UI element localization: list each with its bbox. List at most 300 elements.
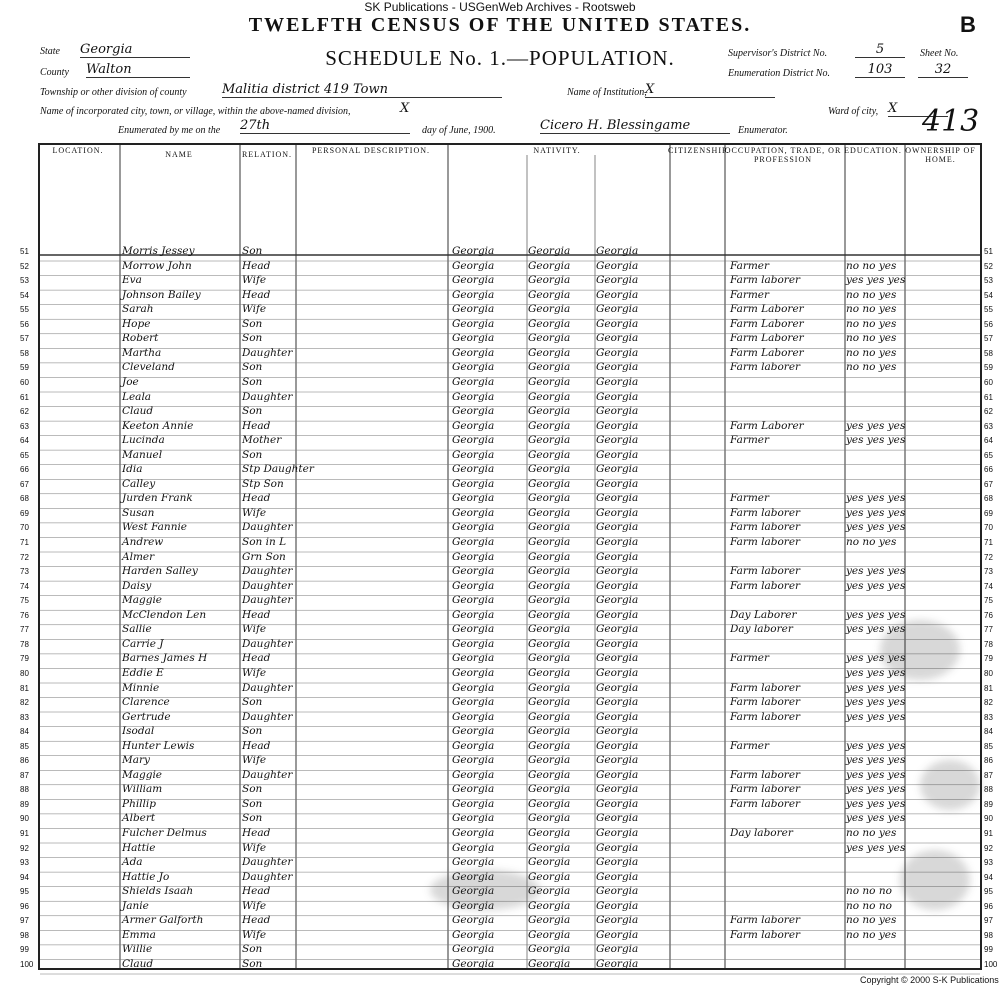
- mother-birthplace: Georgia: [596, 405, 639, 418]
- mother-birthplace: Georgia: [596, 259, 639, 272]
- occupation: Farm Laborer: [730, 332, 804, 345]
- relation: Head: [242, 739, 271, 752]
- relation: Daughter: [242, 681, 293, 694]
- occupation: Farm laborer: [730, 681, 801, 694]
- relation: Son: [242, 797, 263, 810]
- occupation: Farm Laborer: [730, 317, 804, 330]
- father-birthplace: Georgia: [528, 375, 571, 388]
- mother-birthplace: Georgia: [596, 608, 639, 621]
- person-name: Andrew: [122, 536, 164, 548]
- education: yes yes yes: [846, 521, 906, 534]
- row-number: 95: [20, 887, 29, 897]
- birthplace: Georgia: [452, 957, 495, 970]
- education: yes yes yes: [846, 739, 906, 752]
- mother-birthplace: Georgia: [596, 928, 639, 941]
- county-label: County: [40, 67, 69, 78]
- mother-birthplace: Georgia: [596, 317, 639, 330]
- mother-birthplace: Georgia: [596, 725, 639, 738]
- supervisor-value: 5: [855, 42, 905, 58]
- relation: Mother: [242, 434, 282, 447]
- occupation: Farm laborer: [730, 521, 801, 534]
- relation: Son: [242, 696, 263, 709]
- row-number: 80: [984, 668, 993, 678]
- person-name: Idia: [122, 463, 143, 476]
- birthplace: Georgia: [452, 448, 495, 461]
- birthplace: Georgia: [452, 594, 495, 607]
- father-birthplace: Georgia: [528, 332, 571, 345]
- birthplace: Georgia: [452, 827, 495, 839]
- education: yes yes yes: [846, 797, 906, 810]
- row-number: 68: [984, 494, 993, 504]
- mother-birthplace: Georgia: [596, 637, 639, 650]
- relation: Son: [242, 361, 263, 374]
- birthplace: Georgia: [452, 623, 495, 636]
- census-title: TWELFTH CENSUS OF THE UNITED STATES.: [248, 14, 752, 36]
- relation: Wife: [242, 506, 267, 519]
- person-name: Armer Galforth: [122, 914, 204, 927]
- row-number: 89: [984, 799, 993, 809]
- header-location: LOCATION.: [52, 146, 104, 155]
- row-number: 69: [20, 508, 29, 518]
- row-number: 94: [984, 872, 993, 882]
- row-number: 73: [984, 567, 993, 577]
- mother-birthplace: Georgia: [596, 245, 639, 257]
- relation: Daughter: [242, 856, 293, 869]
- mother-birthplace: Georgia: [596, 812, 639, 825]
- education: no no no: [846, 885, 892, 898]
- row-number: 60: [984, 377, 993, 387]
- person-name: Minnie: [122, 681, 160, 694]
- person-name: Maggie: [122, 768, 163, 781]
- occupation: Day Laborer: [730, 608, 797, 621]
- mother-birthplace: Georgia: [596, 579, 639, 592]
- relation: Head: [242, 419, 271, 432]
- row-number: 84: [984, 727, 993, 737]
- row-number: 66: [20, 465, 29, 475]
- father-birthplace: Georgia: [528, 652, 571, 665]
- relation: Son: [242, 332, 263, 345]
- row-number: 90: [20, 814, 29, 824]
- birthplace: Georgia: [452, 521, 495, 534]
- mother-birthplace: Georgia: [596, 623, 639, 636]
- header-citizenship: CITIZENSHIP.: [668, 146, 730, 155]
- mother-birthplace: Georgia: [596, 375, 639, 388]
- person-name: Leala: [122, 390, 152, 403]
- mother-birthplace: Georgia: [596, 390, 639, 403]
- ink-stain: [900, 850, 970, 910]
- education: no no yes: [846, 346, 897, 359]
- header-education: EDUCATION.: [844, 146, 902, 155]
- relation: Daughter: [242, 768, 293, 781]
- education: no no yes: [846, 361, 897, 374]
- enum-district-value: 103: [855, 62, 905, 78]
- person-name: Manuel: [122, 448, 163, 461]
- relation: Head: [242, 827, 271, 839]
- row-number: 69: [984, 508, 993, 518]
- relation: Daughter: [242, 637, 293, 650]
- father-birthplace: Georgia: [528, 841, 571, 854]
- supervisor-label: Supervisor's District No.: [728, 48, 828, 59]
- relation: Son: [242, 957, 263, 970]
- education: no no yes: [846, 536, 897, 548]
- education: yes yes yes: [846, 681, 906, 694]
- institution-value: X: [645, 82, 775, 98]
- father-birthplace: Georgia: [528, 492, 571, 505]
- relation: Daughter: [242, 870, 293, 883]
- mother-birthplace: Georgia: [596, 361, 639, 374]
- person-name: Robert: [122, 332, 159, 345]
- birthplace: Georgia: [452, 492, 495, 505]
- relation: Head: [242, 608, 271, 621]
- person-name: Albert: [122, 812, 156, 825]
- row-number: 75: [20, 596, 29, 606]
- father-birthplace: Georgia: [528, 783, 571, 796]
- site-header: SK Publications - USGenWeb Archives - Rootsweb: [364, 0, 636, 14]
- row-number: 70: [20, 523, 29, 533]
- father-birthplace: Georgia: [528, 506, 571, 519]
- birthplace: Georgia: [452, 332, 495, 345]
- row-number: 98: [984, 930, 993, 940]
- mother-birthplace: Georgia: [596, 274, 639, 287]
- row-number: 52: [20, 261, 29, 271]
- birthplace: Georgia: [452, 405, 495, 418]
- row-number: 57: [984, 334, 993, 344]
- mother-birthplace: Georgia: [596, 506, 639, 519]
- mother-birthplace: Georgia: [596, 492, 639, 505]
- row-number: 85: [20, 741, 29, 751]
- row-number: 67: [984, 479, 993, 489]
- relation: Wife: [242, 899, 267, 912]
- mother-birthplace: Georgia: [596, 346, 639, 359]
- row-number: 79: [984, 654, 993, 664]
- person-name: Phillip: [122, 797, 156, 810]
- father-birthplace: Georgia: [528, 623, 571, 636]
- row-number: 63: [20, 421, 29, 431]
- education: yes yes yes: [846, 434, 906, 447]
- person-name: McClendon Len: [122, 608, 207, 621]
- birthplace: Georgia: [452, 899, 495, 912]
- birthplace: Georgia: [452, 696, 495, 709]
- row-number: 96: [984, 901, 993, 911]
- relation: Stp Son: [242, 477, 284, 490]
- row-number: 56: [984, 319, 993, 329]
- row-number: 57: [20, 334, 29, 344]
- education: yes yes yes: [846, 754, 906, 767]
- occupation: Farm Laborer: [730, 303, 804, 316]
- row-number: 88: [984, 785, 993, 795]
- birthplace: Georgia: [452, 565, 495, 578]
- education: yes yes yes: [846, 652, 906, 665]
- mother-birthplace: Georgia: [596, 768, 639, 781]
- row-number: 67: [20, 479, 29, 489]
- row-number: 68: [20, 494, 29, 504]
- schedule-title: SCHEDULE No. 1.—POPULATION.: [325, 46, 675, 70]
- ward-label: Ward of city,: [828, 106, 879, 117]
- mother-birthplace: Georgia: [596, 914, 639, 927]
- relation: Head: [242, 914, 271, 927]
- mother-birthplace: Georgia: [596, 696, 639, 709]
- relation: Son: [242, 783, 263, 796]
- relation: Daughter: [242, 579, 293, 592]
- relation: Daughter: [242, 521, 293, 534]
- person-name: Claud: [122, 405, 154, 418]
- birthplace: Georgia: [452, 375, 495, 388]
- person-name: William: [122, 783, 163, 796]
- person-name: Sarah: [122, 303, 154, 316]
- father-birthplace: Georgia: [528, 259, 571, 272]
- relation: Wife: [242, 623, 267, 636]
- birthplace: Georgia: [452, 681, 495, 694]
- relation: Wife: [242, 666, 267, 679]
- ink-stain: [880, 620, 960, 680]
- father-birthplace: Georgia: [528, 565, 571, 578]
- birthplace: Georgia: [452, 259, 495, 272]
- occupation: Day laborer: [730, 623, 793, 636]
- mother-birthplace: Georgia: [596, 943, 639, 956]
- mother-birthplace: Georgia: [596, 463, 639, 476]
- father-birthplace: Georgia: [528, 739, 571, 752]
- row-number: 91: [20, 829, 29, 838]
- sheet-label: Sheet No.: [920, 48, 959, 59]
- relation: Son: [242, 943, 263, 956]
- education: yes yes yes: [846, 419, 906, 432]
- row-number: 77: [984, 625, 993, 635]
- person-name: Shields Isaah: [122, 885, 194, 898]
- row-number: 56: [20, 319, 29, 329]
- mother-birthplace: Georgia: [596, 652, 639, 665]
- birthplace: Georgia: [452, 928, 495, 941]
- mother-birthplace: Georgia: [596, 754, 639, 767]
- person-name: Carrie J: [122, 637, 164, 650]
- row-number: 93: [20, 858, 29, 868]
- mother-birthplace: Georgia: [596, 332, 639, 345]
- header-nativity: NATIVITY.: [533, 146, 581, 155]
- father-birthplace: Georgia: [528, 899, 571, 912]
- education: no no yes: [846, 332, 897, 345]
- row-number: 80: [20, 668, 29, 678]
- person-name: Calley: [122, 477, 156, 490]
- education: yes yes yes: [846, 492, 906, 505]
- row-number: 81: [20, 683, 29, 693]
- enumerator-label: Enumerator.: [738, 125, 788, 136]
- county-value: Walton: [86, 62, 190, 78]
- mother-birthplace: Georgia: [596, 797, 639, 810]
- father-birthplace: Georgia: [528, 870, 571, 883]
- mother-birthplace: Georgia: [596, 681, 639, 694]
- education: yes yes yes: [846, 841, 906, 854]
- mother-birthplace: Georgia: [596, 448, 639, 461]
- relation: Daughter: [242, 390, 293, 403]
- occupation: Farm Laborer: [730, 346, 804, 359]
- relation: Wife: [242, 303, 267, 316]
- birthplace: Georgia: [452, 652, 495, 665]
- row-number: 55: [984, 305, 993, 315]
- occupation: Farm laborer: [730, 797, 801, 810]
- relation: Son: [242, 405, 263, 418]
- occupation: Farm laborer: [730, 710, 801, 723]
- person-name: Barnes James H: [122, 652, 208, 665]
- education: no no yes: [846, 928, 897, 941]
- row-number: 65: [984, 450, 993, 460]
- occupation: Farm laborer: [730, 783, 801, 796]
- copyright: Copyright © 2000 S-K Publications: [860, 975, 999, 985]
- person-name: West Fannie: [122, 521, 188, 534]
- row-number: 74: [984, 581, 993, 591]
- row-number: 97: [20, 916, 29, 926]
- row-number: 74: [20, 581, 29, 591]
- row-number: 82: [20, 698, 29, 708]
- row-number: 71: [984, 538, 993, 547]
- birthplace: Georgia: [452, 550, 495, 563]
- occupation: Farm laborer: [730, 914, 801, 927]
- row-number: 87: [20, 770, 29, 780]
- education: no no yes: [846, 303, 897, 316]
- state-label: State: [40, 46, 60, 57]
- father-birthplace: Georgia: [528, 594, 571, 607]
- father-birthplace: Georgia: [528, 346, 571, 359]
- birthplace: Georgia: [452, 579, 495, 592]
- birthplace: Georgia: [452, 608, 495, 621]
- person-name: Johnson Bailey: [122, 288, 201, 301]
- father-birthplace: Georgia: [528, 943, 571, 956]
- birthplace: Georgia: [452, 885, 495, 898]
- birthplace: Georgia: [452, 346, 495, 359]
- occupation: Day laborer: [730, 827, 793, 839]
- birthplace: Georgia: [452, 303, 495, 316]
- education: yes yes yes: [846, 696, 906, 709]
- birthplace: Georgia: [452, 666, 495, 679]
- relation: Wife: [242, 841, 267, 854]
- row-number: 83: [20, 712, 29, 722]
- mother-birthplace: Georgia: [596, 739, 639, 752]
- father-birthplace: Georgia: [528, 274, 571, 287]
- relation: Wife: [242, 754, 267, 767]
- row-number: 53: [984, 276, 993, 286]
- relation: Son: [242, 812, 263, 825]
- birthplace: Georgia: [452, 536, 495, 548]
- father-birthplace: Georgia: [528, 536, 571, 548]
- mother-birthplace: Georgia: [596, 666, 639, 679]
- page-number: 413: [922, 104, 980, 139]
- father-birthplace: Georgia: [528, 812, 571, 825]
- occupation: Farm laborer: [730, 506, 801, 519]
- relation: Head: [242, 885, 271, 898]
- row-number: 75: [984, 596, 993, 606]
- relation: Daughter: [242, 346, 293, 359]
- row-number: 70: [984, 523, 993, 533]
- father-birthplace: Georgia: [528, 856, 571, 869]
- relation: Grn Son: [242, 550, 286, 563]
- person-name: Jurden Frank: [122, 492, 193, 505]
- row-number: 76: [20, 610, 29, 620]
- father-birthplace: Georgia: [528, 885, 571, 898]
- row-number: 54: [984, 290, 993, 300]
- occupation: Farm laborer: [730, 768, 801, 781]
- father-birthplace: Georgia: [528, 303, 571, 316]
- father-birthplace: Georgia: [528, 797, 571, 810]
- father-birthplace: Georgia: [528, 550, 571, 563]
- row-number: 71: [20, 538, 29, 547]
- relation: Son: [242, 245, 263, 257]
- person-name: Hunter Lewis: [122, 739, 195, 752]
- father-birthplace: Georgia: [528, 245, 571, 257]
- mother-birthplace: Georgia: [596, 303, 639, 316]
- person-name: Eva: [122, 274, 142, 287]
- row-number: 51: [20, 247, 29, 256]
- sheet-no-value: 32: [918, 62, 968, 78]
- education: yes yes yes: [846, 274, 906, 287]
- person-name: Sallie: [122, 623, 152, 636]
- education: no no yes: [846, 317, 897, 330]
- birthplace: Georgia: [452, 870, 495, 883]
- row-number: 86: [20, 756, 29, 766]
- person-name: Daisy: [122, 579, 152, 592]
- birthplace: Georgia: [452, 274, 495, 287]
- mother-birthplace: Georgia: [596, 827, 639, 839]
- row-number: 51: [984, 247, 993, 256]
- header-name: NAME: [165, 150, 193, 159]
- row-number: 73: [20, 567, 29, 577]
- row-number: 59: [984, 363, 993, 373]
- row-number: 85: [984, 741, 993, 751]
- education: no no yes: [846, 259, 897, 272]
- father-birthplace: Georgia: [528, 463, 571, 476]
- education: yes yes yes: [846, 623, 906, 636]
- enumerator-name: Cicero H. Blessingame: [540, 118, 730, 134]
- person-name: Hattie Jo: [122, 870, 170, 883]
- row-number: 58: [20, 348, 29, 358]
- relation: Son: [242, 448, 263, 461]
- father-birthplace: Georgia: [528, 637, 571, 650]
- father-birthplace: Georgia: [528, 390, 571, 403]
- mother-birthplace: Georgia: [596, 885, 639, 898]
- row-number: 86: [984, 756, 993, 766]
- birthplace: Georgia: [452, 506, 495, 519]
- relation: Son: [242, 317, 263, 330]
- occupation: Farm laborer: [730, 361, 801, 374]
- township-label: Township or other division of county: [40, 87, 187, 98]
- relation: Son: [242, 725, 263, 738]
- occupation: Farm laborer: [730, 696, 801, 709]
- row-number: 64: [984, 436, 993, 446]
- birthplace: Georgia: [452, 812, 495, 825]
- father-birthplace: Georgia: [528, 317, 571, 330]
- ward-value: X: [888, 101, 948, 117]
- birthplace: Georgia: [452, 463, 495, 476]
- education: yes yes yes: [846, 608, 906, 621]
- ink-stain: [430, 870, 540, 910]
- education: no no no: [846, 899, 892, 912]
- sheet-letter: B: [960, 12, 976, 37]
- father-birthplace: Georgia: [528, 666, 571, 679]
- person-name: Clarence: [122, 696, 170, 709]
- occupation: Farmer: [730, 259, 770, 272]
- birthplace: Georgia: [452, 361, 495, 374]
- person-name: Lucinda: [122, 434, 165, 447]
- row-number: 78: [984, 639, 993, 649]
- occupation: Farmer: [730, 434, 770, 447]
- birthplace: Georgia: [452, 725, 495, 738]
- person-name: Claud: [122, 957, 154, 970]
- education: yes yes yes: [846, 579, 906, 592]
- father-birthplace: Georgia: [528, 405, 571, 418]
- occupation: Farm laborer: [730, 928, 801, 941]
- person-name: Hope: [122, 317, 151, 330]
- city-label: Name of incorporated city, town, or village, within the above-named division,: [40, 106, 351, 117]
- row-number: 92: [20, 843, 29, 853]
- birthplace: Georgia: [452, 434, 495, 447]
- occupation: Farmer: [730, 492, 770, 505]
